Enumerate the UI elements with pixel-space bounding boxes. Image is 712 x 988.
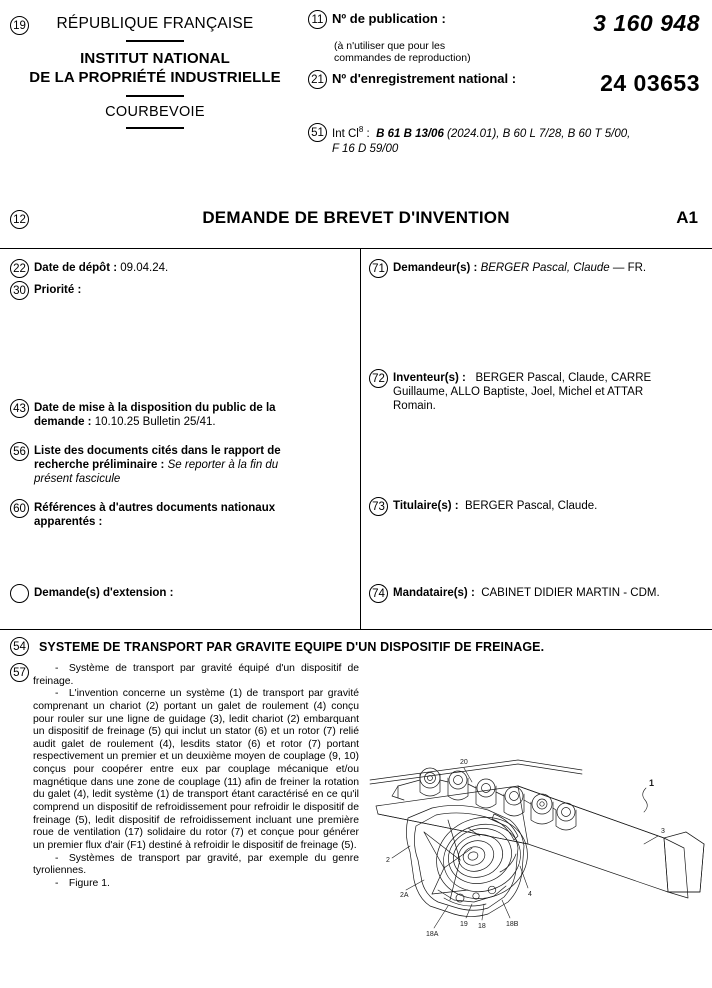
publication-note-line2: commandes de reproduction) [334, 52, 471, 65]
bibliographic-table [0, 248, 712, 630]
document-type-title: DEMANDE DE BREVET D'INVENTION [202, 208, 510, 227]
figure-label-18B: 18B [506, 921, 519, 928]
document-type-band [0, 200, 712, 248]
inid-code-12: 12 [10, 210, 29, 229]
inid-code-51: 51 [308, 123, 327, 142]
inid-code-72: 72 [369, 369, 388, 388]
inid-code-60: 60 [10, 499, 29, 518]
field-public-availability [10, 399, 350, 429]
proprietor-text [393, 497, 597, 513]
proprietor-label: Titulaire(s) : [393, 500, 459, 512]
ipc-label: Int Cl [332, 127, 359, 140]
inid-code-57: 57 [10, 663, 29, 682]
field-applicant [369, 259, 709, 278]
registration-number-value: 24 03653 [600, 69, 700, 96]
abstract-paragraph-2: - L'invention concerne un système (1) de transport par gravité comprenant un chariot (2) portant un galet de roulement (4) conçu pour rouler sur une ligne de guidage (3), ledit chariot (2) embarquant un dispositif de freinage (5) qui inclut un stator (6) et un rotor (7) relié audit galet de roulement (4), lesdits stator (6) et rotor (7) portant respectivement un premier et un deuxième moyen de couplage (9, 10) conçus pour coopérer entre eux par couplage mécanique et/ou magnétique dans une zone de couplage (11) afin de freiner la rotation du galet (4), ledit système (1) de transport étant caractérisé en ce qu'il comprend un dispositif de refroidissement pour refroidir le dispositif de freinage (5), ledit dispositif de refroidissement incluant une première roue de ventilation (17) solidaire du rotor (7) et conçue pour générer un premier flux d'air (F1) destiné à refroidir le dispositif de freinage (5). [33, 688, 359, 851]
bibliographic-right-column [361, 249, 712, 629]
ipc-secondary-classes-line2: F 16 D 59/00 [332, 142, 399, 155]
field-related-references [10, 499, 350, 529]
ipc-colon: : [363, 127, 370, 140]
field-filing-date [10, 259, 350, 278]
extension-requests-text [34, 584, 173, 600]
country-name: RÉPUBLIQUE FRANÇAISE [56, 15, 254, 32]
abstract-paragraph-3: - Systèmes de transport par gravité, par exemple du genre tyroliennes. [33, 852, 359, 877]
figure-label-19: 19 [460, 921, 468, 928]
institute-name [0, 49, 310, 87]
figure-label-20: 20 [460, 759, 468, 766]
abstract-body-row [10, 663, 360, 891]
ipc-secondary-classes: (2024.01), B 60 L 7/28, B 60 T 5/00, [447, 127, 631, 140]
field-proprietor [369, 497, 709, 516]
public-availability-label-line2: demande : [34, 416, 92, 429]
applicant-country: — FR. [609, 262, 647, 274]
registration-number-label: Nº d'enregistrement national : [332, 70, 517, 86]
related-references-text [34, 499, 275, 529]
inid-code-54: 54 [10, 637, 29, 656]
divider-rule-3 [126, 127, 184, 129]
related-references-label-line2: apparentés : [34, 516, 103, 529]
public-availability-label-line1: Date de mise à la disposition du public de la [34, 402, 276, 414]
abstract-text [33, 663, 359, 891]
registration-number-row [308, 70, 704, 97]
publication-number-row [308, 10, 704, 37]
divider-rule-2 [126, 95, 184, 97]
applicant-label: Demandeur(s) : [393, 262, 478, 274]
inid-code-30: 30 [10, 281, 29, 300]
inid-code-11: 11 [308, 10, 327, 29]
cited-documents-label-line1: Liste des documents cités dans le rapport de [34, 445, 281, 457]
figure-label-2: 2 [386, 857, 390, 864]
cited-documents-label-line2: recherche préliminaire : [34, 459, 165, 472]
divider-rule-1 [126, 40, 184, 42]
document-header [0, 0, 712, 200]
applicant-text [393, 259, 646, 275]
publication-number-label: Nº de publication : [332, 11, 446, 26]
figure-label-18: 18 [478, 923, 486, 930]
inventors-text [393, 369, 651, 413]
figure-label-4: 4 [528, 891, 532, 898]
office-block [0, 10, 310, 136]
kind-code: A1 [676, 208, 698, 227]
inventors-value-line1: BERGER Pascal, Claude, CARRE [475, 372, 652, 384]
proprietor-value: BERGER Pascal, Claude. [465, 500, 598, 512]
abstract-paragraph-4: - Figure 1. [55, 877, 110, 889]
inid-code-21: 21 [308, 70, 327, 89]
public-availability-value: 10.10.25 Bulletin 25/41. [94, 416, 216, 429]
representative-label: Mandataire(s) : [393, 587, 475, 599]
field-priority [10, 281, 350, 300]
publication-number-note [334, 40, 704, 65]
ipc-classification-text [332, 123, 630, 157]
figure-reference-labels [386, 759, 665, 938]
related-references-label-line1: Références à d'autres documents nationaux [34, 502, 276, 514]
inid-code-19: 19 [10, 16, 29, 35]
office-city: COURBEVOIE [105, 103, 205, 120]
identifiers-block [308, 10, 704, 156]
filing-date-label: Date de dépôt : [34, 262, 118, 274]
institute-name-line1: INSTITUT NATIONAL [80, 50, 230, 68]
representative-text [393, 584, 660, 600]
priority-text [34, 281, 81, 297]
institute-name-line2: DE LA PROPRIÉTÉ INDUSTRIELLE [29, 69, 281, 87]
figure-label-2A: 2A [400, 892, 409, 899]
figure-label-1: 1 [649, 778, 655, 788]
extension-requests-label: Demande(s) d'extension : [34, 587, 174, 599]
inventors-label: Inventeur(s) : [393, 372, 466, 384]
inid-code-56: 56 [10, 442, 29, 461]
applicant-name: BERGER Pascal, Claude [480, 262, 610, 274]
inid-code-22: 22 [10, 259, 29, 278]
bibliographic-left-column [0, 249, 360, 629]
representative-value: CABINET DIDIER MARTIN - CDM. [481, 587, 660, 599]
ipc-edition: 8 [358, 124, 364, 134]
ipc-classification-row [308, 123, 704, 157]
cited-documents-value-line1: Se reporter à la fin du [167, 459, 279, 472]
field-representative [369, 584, 709, 603]
invention-title: SYSTEME DE TRANSPORT PAR GRAVITE EQUIPE D'UN DISPOSITIF DE FREINAGE. [39, 640, 545, 654]
field-extension-requests [10, 584, 350, 603]
inventors-value-line3: Romain. [393, 400, 436, 413]
field-inventors [369, 369, 712, 413]
inid-code-blank-extension [10, 584, 29, 603]
inid-code-73: 73 [369, 497, 388, 516]
figure-1-drawing [368, 740, 712, 950]
figure-label-18A: 18A [426, 931, 439, 938]
filing-date-value: 09.04.24. [120, 262, 169, 274]
cited-documents-text [34, 442, 281, 486]
inid-code-71: 71 [369, 259, 388, 278]
inventors-value-line2: Guillaume, ALLO Baptiste, Joel, Michel et ATTAR [393, 386, 644, 399]
figure-label-3: 3 [661, 828, 665, 835]
publication-number-value: 3 160 948 [593, 10, 700, 36]
field-cited-documents [10, 442, 350, 486]
publication-note-line1: (à n'utiliser que pour les [334, 40, 446, 52]
abstract-paragraph-1: - Système de transport par gravité équipé d'un dispositif de freinage. [33, 663, 359, 687]
filing-date-text [34, 259, 168, 275]
inid-code-43: 43 [10, 399, 29, 418]
invention-title-row [10, 637, 544, 656]
public-availability-text [34, 399, 276, 429]
inid-code-74: 74 [369, 584, 388, 603]
patent-figure-1 [368, 740, 712, 950]
cited-documents-value-line2: présent fascicule [34, 473, 121, 486]
ipc-main-class: B 61 B 13/06 [376, 127, 444, 140]
priority-label: Priorité : [34, 284, 82, 296]
